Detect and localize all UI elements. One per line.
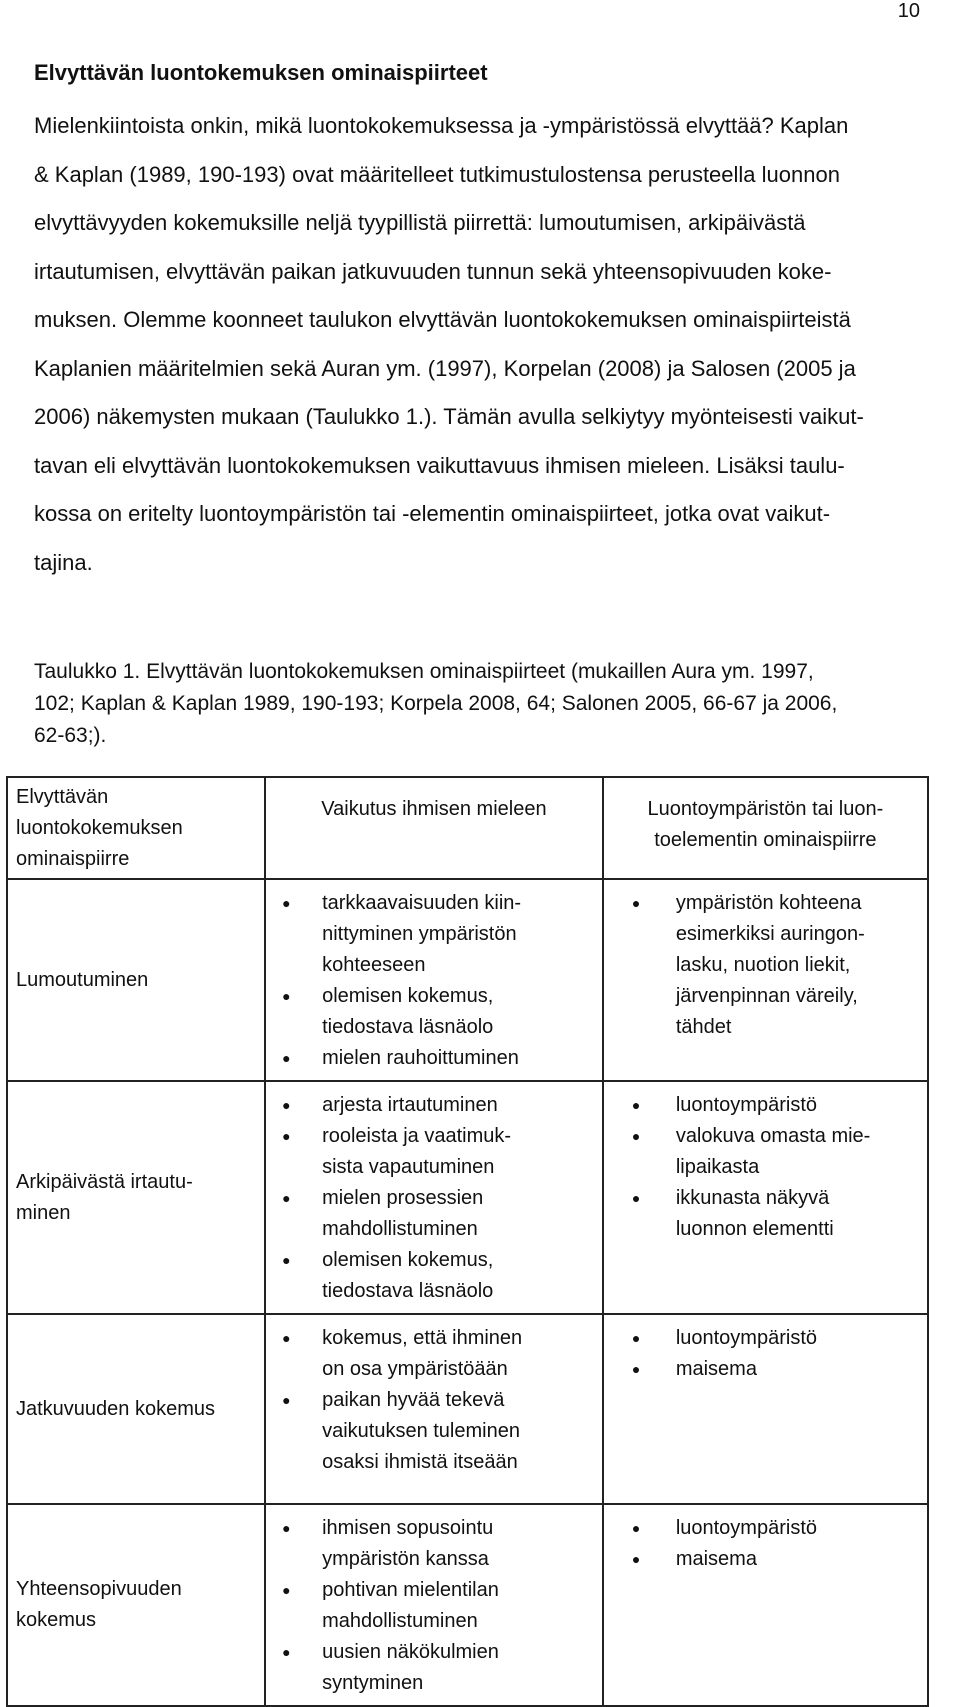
effects-list — [266, 1082, 602, 1313]
item-line: ● olemisen kokemus, — [322, 985, 494, 1007]
item-line: lipaikasta — [675, 1156, 760, 1178]
quality-cell — [7, 1314, 265, 1504]
table-caption — [34, 656, 934, 752]
header-effect — [265, 777, 603, 879]
effect-item — [322, 981, 598, 1043]
effects-list — [266, 880, 602, 1080]
item-line: ● rooleista ja vaatimuk- — [322, 1125, 512, 1147]
paragraph-line: & Kaplan (1989, 190-193) ovat määritelleet tutkimustulostensa perusteella luonnon — [34, 161, 840, 187]
header-line: Vaikutus ihmisen mieleen — [321, 798, 547, 820]
item-line: lasku, nuotion liekit, — [675, 954, 851, 976]
effect-item — [322, 888, 598, 981]
effects-list — [266, 1505, 602, 1705]
quality-cell — [7, 1081, 265, 1314]
table-row — [7, 1504, 928, 1706]
paragraph-line: Mielenkiintoista onkin, mikä luontokokemuksessa ja -ympäristössä elvyttää? Kaplan — [34, 113, 849, 138]
item-line: ● tarkkaavaisuuden kiin- — [322, 892, 522, 914]
item-line: järvenpinnan väreily, — [675, 985, 858, 1007]
item-line: kohteeseen — [322, 954, 426, 976]
quality-line: kokemus — [16, 1609, 97, 1631]
features-cell — [603, 1081, 928, 1314]
header-quality — [7, 777, 265, 879]
effect-item — [322, 1575, 598, 1637]
item-line: ● ihmisen sopusointu — [322, 1517, 494, 1539]
feature-item — [676, 1121, 923, 1183]
paragraph-line: kossa on eritelty luontoympäristön tai -elementin ominaispiirteet, jotka ovat vaikut- — [34, 501, 831, 526]
item-line: ● pohtivan mielentilan — [322, 1579, 499, 1601]
body-paragraph — [34, 102, 934, 587]
item-line: ● maisema — [675, 1548, 757, 1570]
item-line: ● kokemus, että ihminen — [322, 1327, 523, 1349]
features-list — [604, 1315, 927, 1391]
item-line: vaikutuksen tuleminen — [322, 1420, 520, 1442]
paragraph-line: irtautumisen, elvyttävän paikan jatkuvuuden tunnun sekä yhteensopivuuden koke- — [34, 258, 832, 284]
item-line: osaksi ihmistä itseään — [322, 1451, 518, 1473]
item-line: ● mielen prosessien — [322, 1187, 484, 1209]
table-row — [7, 1314, 928, 1504]
caption-line: 62-63;). — [34, 724, 107, 747]
caption-line: 102; Kaplan & Kaplan 1989, 190-193; Korpela 2008, 64; Salonen 2005, 66-67 ja 2006, — [34, 692, 838, 715]
effects-list — [266, 1315, 602, 1484]
item-line: tiedostava läsnäolo — [322, 1016, 494, 1038]
item-line: tähdet — [675, 1016, 732, 1038]
feature-item — [676, 888, 923, 1043]
item-line: ● mielen rauhoittuminen — [322, 1047, 519, 1069]
effect-item — [322, 1121, 598, 1183]
features-cell — [603, 1314, 928, 1504]
effect-item — [322, 1183, 598, 1245]
item-line: on osa ympäristöään — [322, 1358, 508, 1380]
quality-line: Lumoutuminen — [16, 968, 149, 991]
item-line: ● arjesta irtautuminen — [322, 1094, 498, 1116]
header-feature — [603, 777, 928, 879]
item-line: ● ympäristön kohteena — [675, 892, 862, 914]
features-cell — [603, 1504, 928, 1706]
item-line: tiedostava läsnäolo — [322, 1280, 494, 1302]
paragraph-line: tavan eli elvyttävän luontokokemuksen vaikuttavuus ihmisen mieleen. Lisäksi taulu- — [34, 452, 845, 478]
caption-line: Taulukko 1. Elvyttävän luontokokemuksen ominaispiirteet (mukaillen Aura ym. 1997, — [34, 660, 814, 683]
feature-item — [676, 1544, 923, 1575]
table-row — [7, 1081, 928, 1314]
quality-cell — [7, 879, 265, 1081]
item-line: ● paikan hyvää tekevä — [322, 1389, 505, 1411]
quality-line: Yhteensopivuuden — [16, 1578, 182, 1600]
quality-line: Jatkuvuuden kokemus — [16, 1397, 216, 1420]
qualities-table — [6, 776, 929, 1707]
effects-cell — [265, 1081, 603, 1314]
features-list — [604, 1082, 927, 1251]
table-header-row — [7, 777, 928, 879]
features-cell — [603, 879, 928, 1081]
effect-item — [322, 1513, 598, 1575]
header-line: Elvyttävän — [16, 786, 109, 808]
quality-cell — [7, 1504, 265, 1706]
quality-line: minen — [16, 1201, 71, 1224]
effect-item — [322, 1637, 598, 1699]
feature-item — [676, 1354, 923, 1385]
item-line: ● luontoympäristö — [675, 1517, 817, 1539]
item-line: ● olemisen kokemus, — [322, 1249, 494, 1271]
item-line: ● valokuva omasta mie- — [675, 1125, 871, 1147]
effect-item — [322, 1043, 598, 1074]
paragraph-line: tajina. — [34, 549, 93, 575]
item-line: ● luontoympäristö — [675, 1327, 817, 1349]
item-line: mahdollistuminen — [322, 1218, 478, 1240]
effect-item — [322, 1090, 598, 1121]
item-line: nittyminen ympäristön — [322, 923, 517, 945]
features-list — [604, 1505, 927, 1581]
page-number: 10 — [897, 0, 920, 22]
header-line: luontokokemuksen — [16, 817, 183, 839]
paragraph-line: elvyttävyyden kokemuksille neljä tyypillistä piirrettä: lumoutumisen, arkipäivästä — [34, 210, 806, 235]
item-line: ● uusien näkökulmien — [322, 1641, 499, 1663]
paragraph-line: 2006) näkemysten mukaan (Taulukko 1.). Tämän avulla selkiytyy myönteisesti vaikut- — [34, 404, 864, 429]
effect-item — [322, 1385, 598, 1478]
features-list — [604, 880, 927, 1049]
header-line: Luontoympäristön tai luon- — [647, 798, 884, 820]
table-row — [7, 879, 928, 1081]
item-line: syntyminen — [322, 1672, 424, 1694]
effects-cell — [265, 1504, 603, 1706]
item-line: ● luontoympäristö — [675, 1094, 817, 1116]
item-line: esimerkiksi auringon- — [675, 923, 865, 945]
effect-item — [322, 1323, 598, 1385]
item-line: mahdollistuminen — [322, 1610, 478, 1632]
section-heading: Elvyttävän luontokemuksen ominaispiirteet — [34, 60, 488, 85]
item-line: sista vapautuminen — [322, 1156, 495, 1178]
item-line: ● maisema — [675, 1358, 757, 1380]
feature-item — [676, 1183, 923, 1245]
effects-cell — [265, 1314, 603, 1504]
effects-cell — [265, 879, 603, 1081]
item-line: luonnon elementti — [675, 1218, 834, 1240]
feature-item — [676, 1090, 923, 1121]
paragraph-line: muksen. Olemme koonneet taulukon elvyttävän luontokokemuksen ominaispiirteistä — [34, 307, 851, 332]
feature-item — [676, 1323, 923, 1354]
item-line: ● ikkunasta näkyvä — [675, 1187, 830, 1209]
paragraph-line: Kaplanien määritelmien sekä Auran ym. (1997), Korpelan (2008) ja Salosen (2005 ja — [34, 355, 856, 381]
feature-item — [676, 1513, 923, 1544]
item-line: ympäristön kanssa — [322, 1548, 489, 1570]
header-line: toelementin ominaispiirre — [654, 829, 877, 851]
header-line: ominaispiirre — [16, 848, 130, 870]
effect-item — [322, 1245, 598, 1307]
quality-line: Arkipäivästä irtautu- — [16, 1170, 193, 1193]
